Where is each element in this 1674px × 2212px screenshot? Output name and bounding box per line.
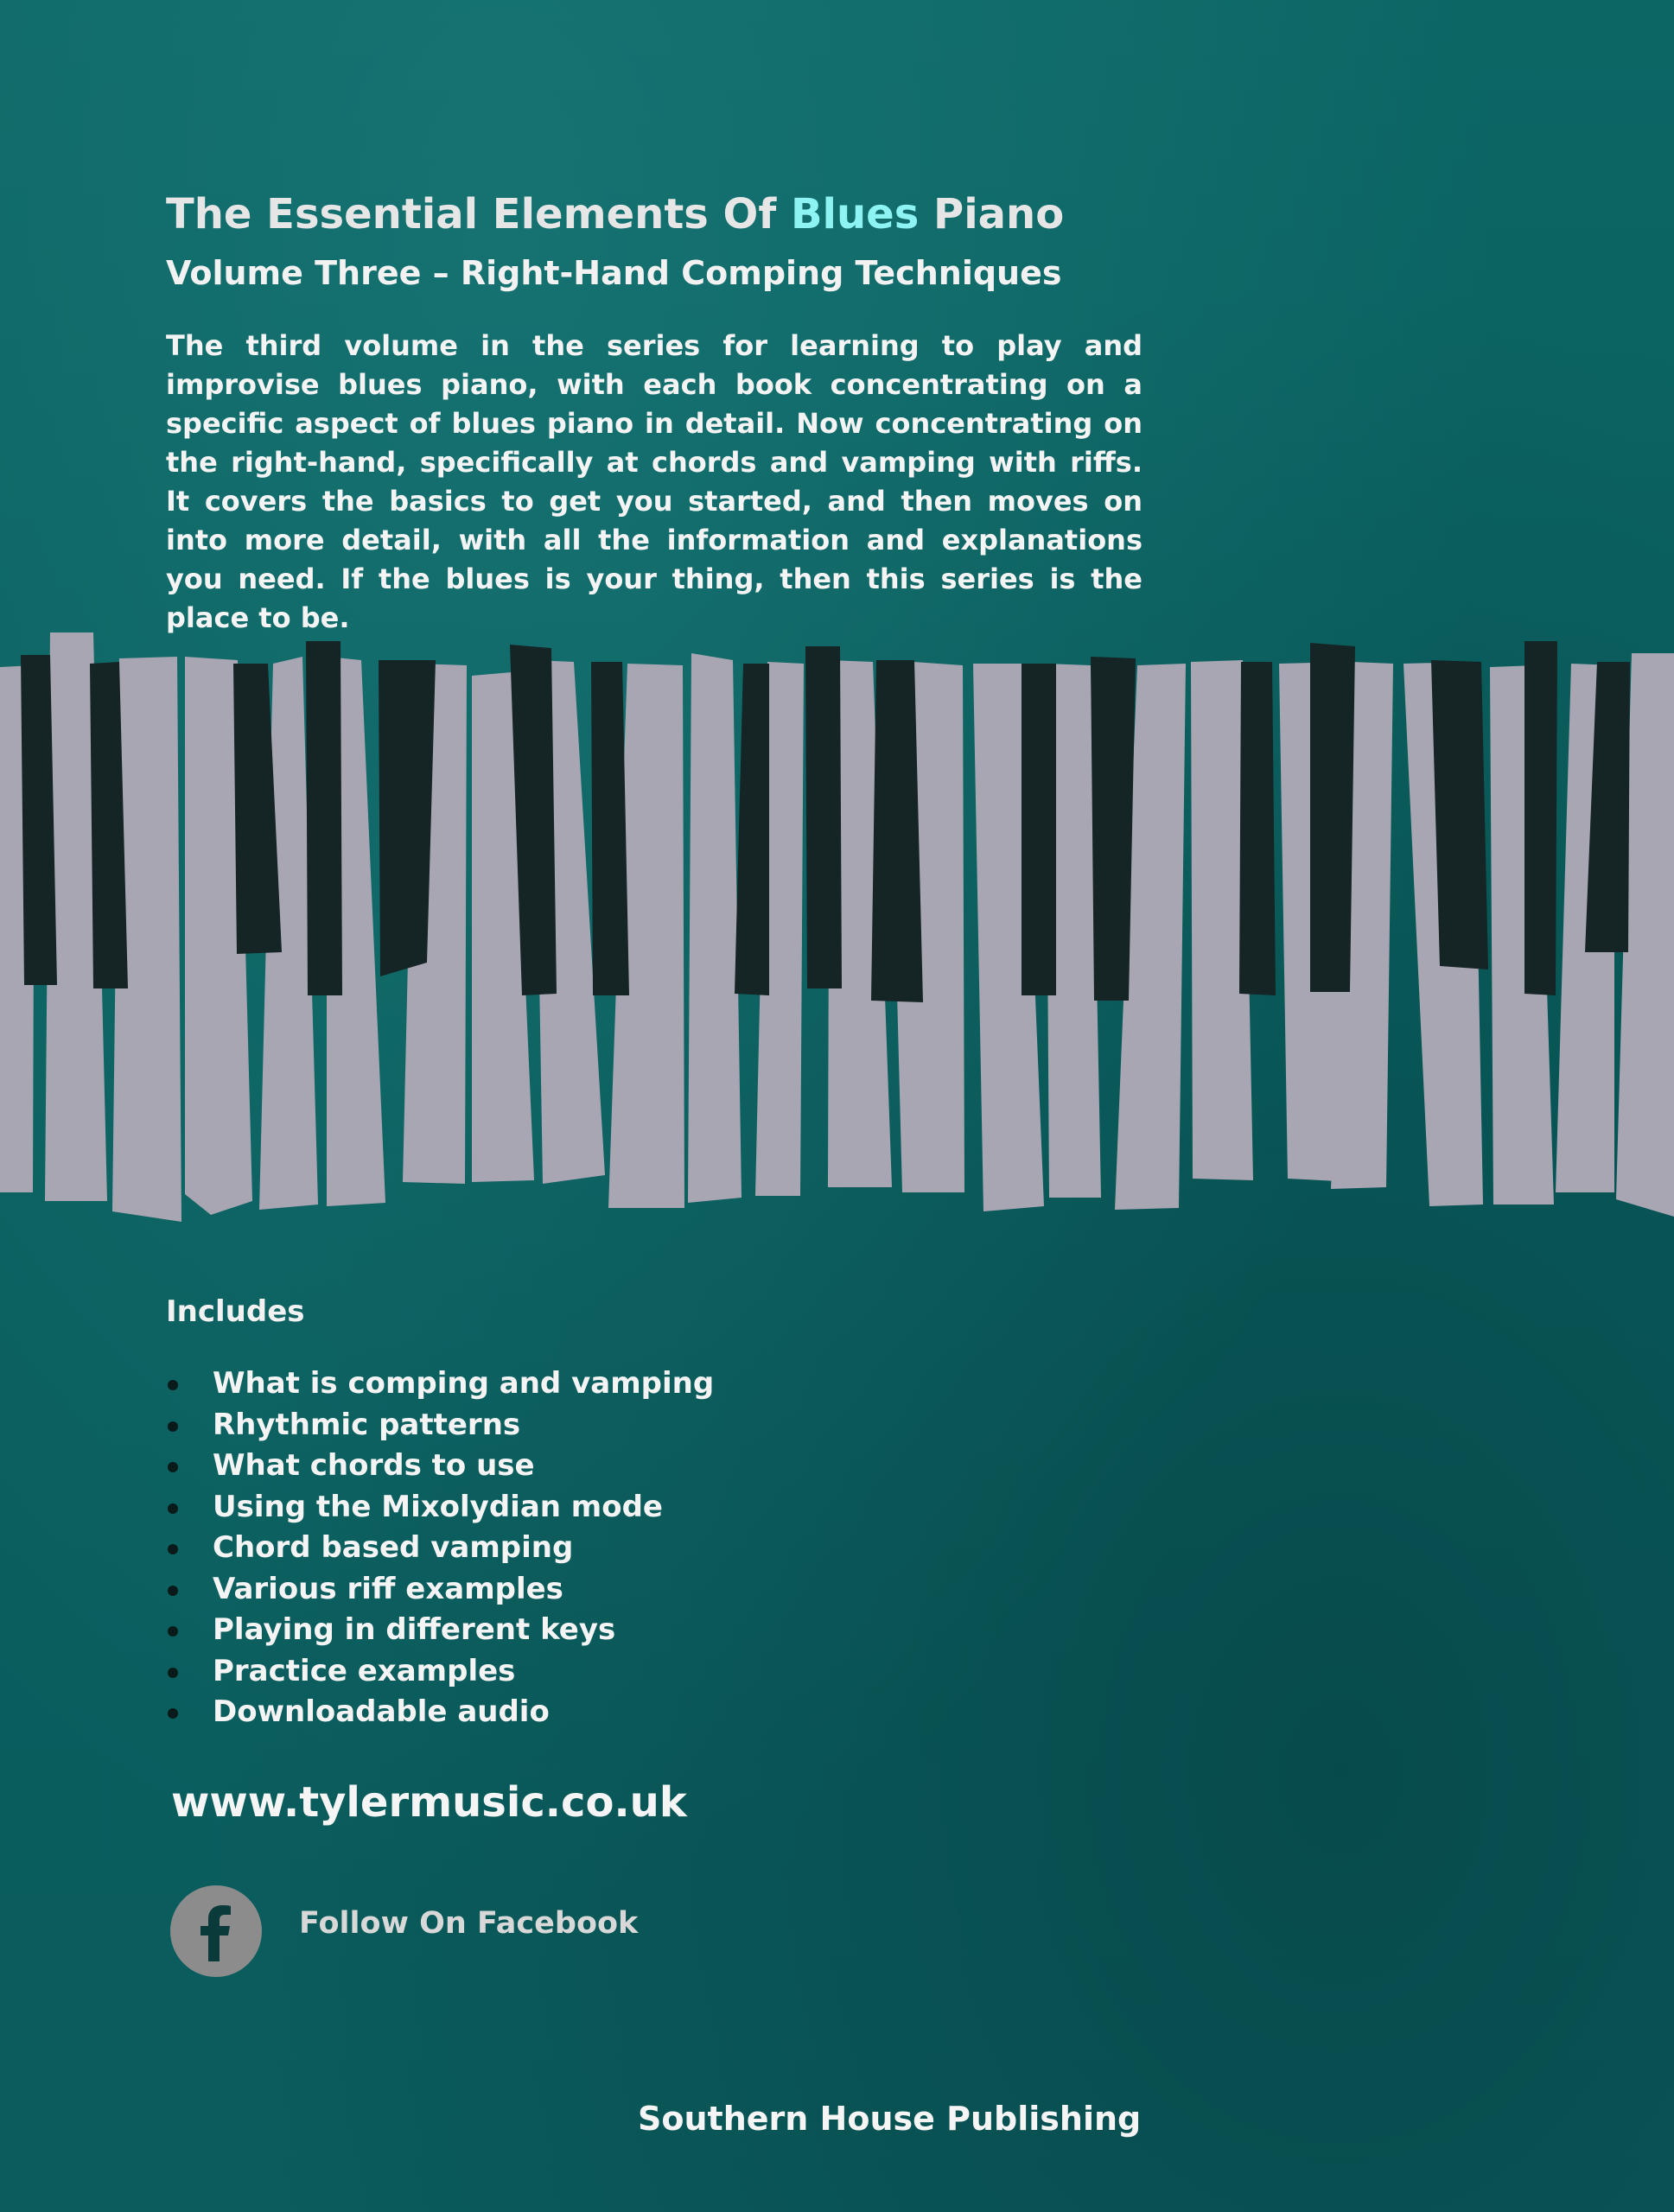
list-item: Rhythmic patterns [166, 1405, 714, 1446]
black-key [871, 660, 923, 1002]
features-list [166, 1363, 714, 1733]
book-title [166, 190, 1064, 238]
black-key [1310, 643, 1355, 992]
white-key [688, 653, 742, 1203]
black-key [1431, 660, 1488, 969]
black-key [591, 662, 629, 995]
facebook-f-glyph [170, 1885, 262, 1977]
list-item: Playing in different keys [166, 1610, 714, 1651]
list-item: Chord based vamping [166, 1528, 714, 1569]
list-item: What chords to use [166, 1446, 714, 1487]
title-part-1: The Essential Elements Of [166, 190, 791, 238]
black-key [1091, 657, 1136, 1001]
title-part-2: Piano [919, 190, 1065, 238]
title-highlight: Blues [790, 190, 920, 238]
list-item: What is comping and vamping [166, 1363, 714, 1405]
black-key [379, 660, 436, 976]
black-key [805, 646, 842, 988]
book-description: The third volume in the series for learning to play and improvise blues piano, with each book concentrating on a specific aspect of blues piano in detail. Now concentrating on the right-hand, specifically at chords and vamping with riffs. It covers the basics to get you started, and then moves on into more detail, with all the information and explanations you need. If the blues is your thing, then this series is the place to be. [166, 329, 1143, 634]
book-subtitle: Volume Three – Right-Hand Comping Techniques [166, 254, 1062, 292]
list-item: Practice examples [166, 1651, 714, 1693]
black-key [1524, 641, 1557, 995]
list-item: Downloadable audio [166, 1692, 714, 1733]
facebook-icon [170, 1885, 262, 1977]
black-key [1022, 664, 1056, 995]
piano-keyboard-illustration [0, 622, 1674, 1227]
website-url: www.tylermusic.co.uk [171, 1778, 687, 1827]
black-key [1239, 662, 1276, 995]
list-item: Various riff examples [166, 1569, 714, 1611]
list-item: Using the Mixolydian mode [166, 1487, 714, 1529]
black-key [735, 664, 769, 995]
includes-heading: Includes [166, 1294, 305, 1329]
publisher-name: Southern House Publishing [638, 2100, 1142, 2138]
facebook-follow-label: Follow On Facebook [299, 1906, 639, 1941]
black-key [306, 641, 342, 995]
